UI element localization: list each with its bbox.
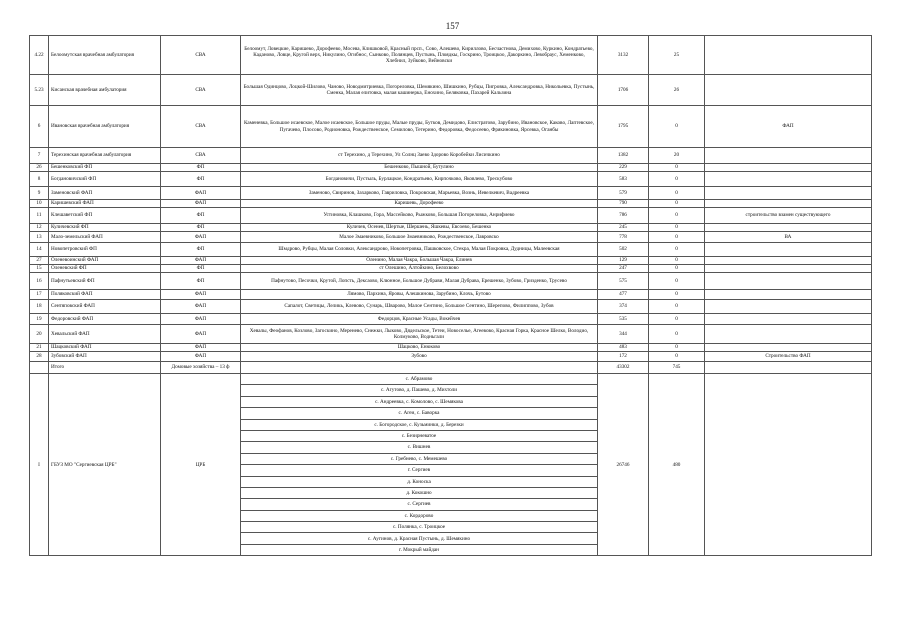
settlement-item: с. Гребнево, с. Мемешево [241,453,597,464]
table-row [30,362,872,374]
population-cell: 579 [598,187,649,200]
facility-name-cell: Мало-земельский ФАП [49,232,161,243]
note-cell [705,325,872,344]
table-row [30,208,872,224]
settlement-item: с. Аугинов, д. Красная Пустынь, д. Шемякино [241,533,597,544]
capacity-cell: 0 [649,344,705,352]
table-row [30,232,872,243]
population-cell: 1382 [598,148,649,164]
note-cell [705,362,872,374]
facility-name-cell: Шацковский ФАП [49,344,161,352]
facility-type-cell: ФП [161,164,241,172]
population-cell: 786 [598,208,649,224]
note-cell [705,200,872,208]
settlement-item: г. Сергиев [241,465,597,476]
settlements-cell: Белоомут, Ловецкие, Каришево, Дорофеево, Мосева, Клишковой, Красный прсп., Сово, Алешево, Кириллово, Бесчастнова, Демихово, Куркино, Кондратьево, Каданово, Ловце, Кругой верх, Никулино, Огибнос, Сынково, Полянцев, Пустынь, Плоядкы, Госкрино, Троицкоо, Дакоркино, Левобраус, Хеменково, Хлебнил, Зуйково, Вейновски [241,36,598,75]
facility-type-cell: ФАП [161,344,241,352]
page-number: 157 [445,21,460,31]
row-number-cell [30,362,49,374]
population-cell: 483 [598,344,649,352]
facility-type-cell: ФП [161,224,241,232]
capacity-cell: 0 [649,352,705,362]
note-cell [705,187,872,200]
note-cell [705,36,872,75]
population-cell: 535 [598,314,649,325]
facility-type-cell: ФП [161,273,241,290]
settlement-item: с. Агеи, с. Баворка [241,408,597,419]
capacity-cell: 745 [649,362,705,374]
capacity-cell: 0 [649,300,705,314]
settlement-item: с. Кордорово [241,510,597,521]
note-cell [705,314,872,325]
settlement-item: г. Мокрый майдан [399,546,439,553]
facility-type-cell: ФАП [161,352,241,362]
facility-name-cell: Кисанская врачебная амбулатория [49,75,161,106]
table-row [30,300,872,314]
facility-name-cell: Поляковский ФАП [49,290,161,300]
facility-name-cell: Пафнутьевский ФП [49,273,161,290]
population-cell: 477 [598,290,649,300]
facility-type-cell: ЦРБ [161,374,241,556]
capacity-cell: 0 [649,200,705,208]
settlement-item: с. Андреевка, с. Комолово, с. Шемякова [241,396,597,407]
row-number-cell: 19 [30,314,49,325]
facility-name-cell: Ивановская врачебная амбулатория [49,106,161,148]
settlement-item: с. Абрамово [241,374,597,385]
population-cell: 229 [598,164,649,172]
settlements-cell: Малое Змаевниково, Большое Змаевниково, Рождественское, Лавровско [241,232,598,243]
row-number-cell: 13 [30,232,49,243]
capacity-cell: 0 [649,265,705,273]
population-cell: 1795 [598,106,649,148]
settlements-cell: Оленино, Малая Чакра, Большая Чакра, Елинев [241,257,598,265]
population-cell: 43302 [598,362,649,374]
population-cell: 374 [598,300,649,314]
facility-type-cell: Домовые хозяйства – 13 ф [161,362,241,374]
facility-type-cell: ФАП [161,314,241,325]
facility-type-cell: ФП [161,172,241,187]
table-row [30,36,872,75]
row-number-cell: 27 [30,257,49,265]
facilities-table [29,35,872,556]
facility-name-cell: Федоровский ФАП [49,314,161,325]
facility-type-cell: ФАП [161,200,241,208]
settlements-cell: Сапалот, Светицы, Леликь, Клевово, Сунарь, Шварово, Малое Сентино, Большое Сентино, Шерепово, Филиппово, Зубов [241,300,598,314]
capacity-cell: 0 [649,224,705,232]
population-cell: 575 [598,273,649,290]
facility-type-cell: ФП [161,243,241,257]
row-number-cell: 28 [30,352,49,362]
table-row [30,265,872,273]
settlement-item: с. Агутово, д. Пашево, д. Михтоли [241,385,597,396]
row-number-cell: 26 [30,164,49,172]
settlements-cell [241,374,598,556]
capacity-cell: 0 [649,187,705,200]
facility-name-cell: Зубовский ФАП [49,352,161,362]
facility-name-cell: Бешенковский ФП [49,164,161,172]
settlement-item: с. Безирневатое [241,430,597,441]
settlements-cell: Каришевь, Дорофеево [241,200,598,208]
row-number-cell: 15 [30,265,49,273]
note-cell [705,172,872,187]
row-number-cell: 11 [30,208,49,224]
settlement-item: д. Кокошно [241,487,597,498]
facility-type-cell: ФАП [161,187,241,200]
capacity-cell: 26 [649,75,705,106]
row-number-cell: 4.22 [30,36,49,75]
facility-type-cell: ФАП [161,232,241,243]
note-cell [705,164,872,172]
facility-type-cell: ФАП [161,325,241,344]
facility-name-cell: Белоомутская врачебная амбулатория [49,36,161,75]
note-cell: строительство взамен существующего [705,208,872,224]
row-number-cell: 7 [30,148,49,164]
table-row [30,273,872,290]
table-row [30,75,872,106]
capacity-cell: 0 [649,314,705,325]
note-cell: Строительство ФАП [705,352,872,362]
settlements-cell: Пафнутово, Песочки, Крутой, Лопсть, Дексаово, Клюнное, Большое Дубрави, Малая Дубрава, Ерешенко, Зубово, Гризденко, Трусево [241,273,598,290]
capacity-cell: 20 [649,148,705,164]
row-number-cell: 16 [30,273,49,290]
note-cell [705,148,872,164]
settlement-item: с. Полянка, с. Троицкое [241,522,597,533]
capacity-cell: 0 [649,232,705,243]
row-number-cell: 21 [30,344,49,352]
population-cell: 790 [598,200,649,208]
capacity-cell: 0 [649,325,705,344]
capacity-cell: 0 [649,106,705,148]
settlements-cell: ст Олешино, Алтойкино, Белохвово [241,265,598,273]
note-cell [705,243,872,257]
population-cell: 502 [598,243,649,257]
facility-name-cell: Сентяповский ФАП [49,300,161,314]
capacity-cell: 480 [649,374,705,556]
row-number-cell: I [30,374,49,556]
population-cell: 172 [598,352,649,362]
note-cell [705,344,872,352]
note-cell [705,75,872,106]
facility-type-cell: ФАП [161,300,241,314]
settlements-cell: Большая Одинцово, Лоцкой-Шилово, Чаново, Новодмитриевка, Погореловка, Шемякино, Шишкино, Рубцы, Пигровка, Александровка, Никольевка, Пустынь, Сменка, Малая елитовка, малая кашинерка, Енохино, Беляковка, Пахарей Кальзина [241,75,598,106]
row-number-cell: 18 [30,300,49,314]
facility-type-cell: ФП [161,265,241,273]
settlements-cell: Хевалы, Феофанов, Козлово, Загоскино, Меренево, Снежки, Лыково, Дядельское, Тетеи, Новоселье, Агеевово, Красная Горка, Красное Шелко, Володио, Колмуково, Водньгали [241,325,598,344]
facility-type-cell: ФАП [161,257,241,265]
table-row [30,106,872,148]
capacity-cell: 0 [649,164,705,172]
facility-name-cell: Каришевский ФАП [49,200,161,208]
settlements-cell: Богдановичи, Пустыль, Бурлацкое, Кондратьево, Кирпочково, Яковлево, Трескубово [241,172,598,187]
facility-name-cell: Оленевский ФП [49,265,161,273]
facility-type-cell: СВА [161,36,241,75]
population-cell: 26746 [598,374,649,556]
note-cell: ФАП [705,106,872,148]
row-number-cell: 12 [30,224,49,232]
settlements-cell [241,362,598,374]
table-row [30,257,872,265]
note-cell [705,265,872,273]
population-cell: 129 [598,257,649,265]
settlements-cell: Шмдрово, Рубцы, Малая Соловки, Александрово, Новопетровка, Пашковское, Стекра, Малая Покровка, Дудницы, Малеевская [241,243,598,257]
facility-name-cell: Хевальский ФАП [49,325,161,344]
note-cell [705,224,872,232]
settlement-item: с. Вишнев [241,442,597,453]
table-row [30,352,872,362]
settlements-cell: Бешенково, Пышной, Бутулино [241,164,598,172]
facility-type-cell: ФАП [161,290,241,300]
capacity-cell: 0 [649,257,705,265]
row-number-cell: 5.23 [30,75,49,106]
settlement-item: д. Коноска [241,476,597,487]
facility-name-cell: Терехинская врачебная амбулатория [49,148,161,164]
table-row [30,200,872,208]
facility-type-cell: СВА [161,148,241,164]
population-cell: 778 [598,232,649,243]
facility-name-cell: Заменовский ФАП [49,187,161,200]
row-number-cell: 17 [30,290,49,300]
table-row [30,172,872,187]
facility-name-cell: Куличевский ФП [49,224,161,232]
table-row [30,314,872,325]
settlements-cell: Куличев, Осенев, Шертые, Шершень, Яшкевы, Евсоево, Бешенко [241,224,598,232]
settlements-cell: Заменово, Свиринов, Захарково, Гавриловка, Покровская, Марьевка, Вознь, Иевелкевич, Вадреевка [241,187,598,200]
capacity-cell: 0 [649,172,705,187]
settlements-cell: Каменевка, Большое исаевское, Малое исаевское, Большое пруды, Малые пруды, Бутков, Демидово, Елистратово, Зарубино, Ивановское, Каково, Лаптевское, Пугачево, Плосово, Родионовка, Рождественское, Семилово, Тетерино, Федоровка, Федосеево, Фрякиновка, Ярсевка, Оганбы [241,106,598,148]
facility-type-cell: ФП [161,208,241,224]
settlements-cell: Шацково, Енюково [241,344,598,352]
population-cell: 583 [598,172,649,187]
note-cell [705,273,872,290]
settlements-cell: Зубово [241,352,598,362]
facility-name-cell: Клешаветский ФП [49,208,161,224]
row-number-cell: 20 [30,325,49,344]
population-cell: 245 [598,224,649,232]
settlement-item: с. Богородское, с. Кузьминки, д. Березки [241,419,597,430]
population-cell: 3132 [598,36,649,75]
table-row [30,290,872,300]
facility-name-cell: Итого [49,362,161,374]
population-cell: 247 [598,265,649,273]
table-row [30,374,872,556]
settlement-list [241,374,597,555]
note-cell [705,300,872,314]
facility-name-cell: ГБУЗ МО "Сергиевская ЦРБ" [49,374,161,556]
settlements-cell: Лямово, Пархина, Яровы, Алешкинова, Зарубино, Клочь, Бутово [241,290,598,300]
capacity-cell: 0 [649,243,705,257]
facility-type-cell: СВА [161,75,241,106]
capacity-cell: 0 [649,290,705,300]
table-row [30,224,872,232]
facility-name-cell: Новопетровский ФП [49,243,161,257]
table-row [30,325,872,344]
note-cell [705,257,872,265]
facility-name-cell: Богдановичский ФП [49,172,161,187]
facility-type-cell: СВА [161,106,241,148]
row-number-cell: 8 [30,172,49,187]
settlement-item: с. Сергиев [241,499,597,510]
settlements-cell: Федорцов, Красные Усады, Вокейчев [241,314,598,325]
table-row [30,243,872,257]
capacity-cell: 0 [649,273,705,290]
table-row [30,187,872,200]
note-cell [705,374,872,556]
settlements-cell: ст Терехино, д Терехино, Ул Солнц Заево Здорово Коробейки Лисичкино [241,148,598,164]
facility-name-cell: Оленевоинский ФАП [49,257,161,265]
capacity-cell: 25 [649,36,705,75]
table-row [30,164,872,172]
settlements-cell: Устиновка, Клашково, Гора, Массейково, Рыжково, Большая Погореловка, Анрифиево [241,208,598,224]
population-cell: 344 [598,325,649,344]
row-number-cell: 6 [30,106,49,148]
note-cell [705,290,872,300]
row-number-cell: 9 [30,187,49,200]
table-row [30,344,872,352]
population-cell: 1706 [598,75,649,106]
row-number-cell: 10 [30,200,49,208]
note-cell: ВА [705,232,872,243]
table-row [30,148,872,164]
row-number-cell: 14 [30,243,49,257]
capacity-cell: 0 [649,208,705,224]
